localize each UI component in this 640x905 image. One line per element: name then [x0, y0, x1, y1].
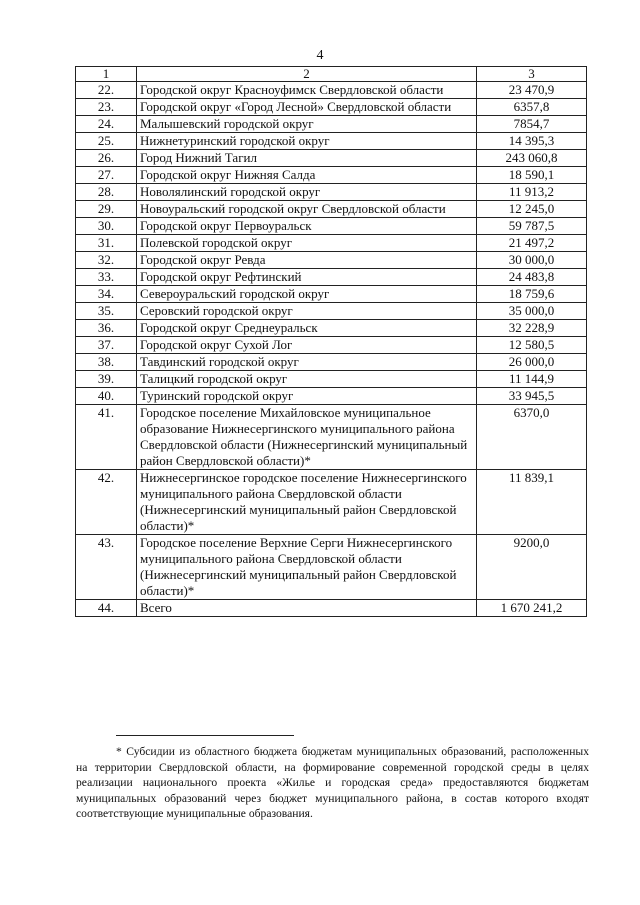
table-row — [76, 354, 587, 371]
row-number: 37. — [76, 337, 137, 354]
row-value: 6357,8 — [477, 99, 587, 116]
header-cell-name: 2 — [137, 67, 477, 82]
row-name: Всего — [137, 600, 477, 617]
table-row — [76, 116, 587, 133]
row-value: 14 395,3 — [477, 133, 587, 150]
row-name: Городское поселение Верхние Серги Нижнесергинского муниципального района Свердловской области (Нижнесергинский муниципальный район Свердловской области)* — [137, 535, 477, 600]
table-row — [76, 235, 587, 252]
row-name: Полевской городской округ — [137, 235, 477, 252]
row-name: Туринский городской округ — [137, 388, 477, 405]
table-row — [76, 535, 587, 600]
header-cell-value: 3 — [477, 67, 587, 82]
row-number: 28. — [76, 184, 137, 201]
row-number: 35. — [76, 303, 137, 320]
row-value: 7854,7 — [477, 116, 587, 133]
row-name: Новолялинский городской округ — [137, 184, 477, 201]
row-value: 1 670 241,2 — [477, 600, 587, 617]
row-value: 30 000,0 — [477, 252, 587, 269]
footnote-divider — [116, 735, 294, 736]
table-row — [76, 337, 587, 354]
row-name: Тавдинский городской округ — [137, 354, 477, 371]
row-name: Городской округ Ревда — [137, 252, 477, 269]
table-row — [76, 167, 587, 184]
row-number: 23. — [76, 99, 137, 116]
table-row — [76, 252, 587, 269]
table-row — [76, 388, 587, 405]
row-number: 34. — [76, 286, 137, 303]
row-name: Североуральский городской округ — [137, 286, 477, 303]
row-name: Городской округ Среднеуральск — [137, 320, 477, 337]
row-number: 41. — [76, 405, 137, 470]
row-value: 33 945,5 — [477, 388, 587, 405]
table-row — [76, 286, 587, 303]
row-number: 43. — [76, 535, 137, 600]
table-header-row — [76, 67, 587, 82]
row-number: 44. — [76, 600, 137, 617]
row-number: 24. — [76, 116, 137, 133]
table-row — [76, 269, 587, 286]
table-row — [76, 600, 587, 617]
table-row — [76, 470, 587, 535]
row-value: 18 590,1 — [477, 167, 587, 184]
table-row — [76, 99, 587, 116]
row-number: 42. — [76, 470, 137, 535]
row-name: Городской округ Нижняя Салда — [137, 167, 477, 184]
row-value: 9200,0 — [477, 535, 587, 600]
table-row — [76, 82, 587, 99]
table-row — [76, 320, 587, 337]
row-name: Городской округ Рефтинский — [137, 269, 477, 286]
row-value: 12 245,0 — [477, 201, 587, 218]
row-number: 32. — [76, 252, 137, 269]
row-number: 36. — [76, 320, 137, 337]
table-row — [76, 184, 587, 201]
subsidy-table — [75, 66, 587, 617]
row-name: Нижнесергинское городское поселение Нижнесергинского муниципального района Свердловской области (Нижнесергинский муниципальный район Свердловской области)* — [137, 470, 477, 535]
row-number: 26. — [76, 150, 137, 167]
row-number: 33. — [76, 269, 137, 286]
row-name: Нижнетуринский городской округ — [137, 133, 477, 150]
row-name: Новоуральский городской округ Свердловской области — [137, 201, 477, 218]
row-value: 11 839,1 — [477, 470, 587, 535]
row-name: Город Нижний Тагил — [137, 150, 477, 167]
row-value: 21 497,2 — [477, 235, 587, 252]
row-value: 59 787,5 — [477, 218, 587, 235]
row-name: Городской округ «Город Лесной» Свердловской области — [137, 99, 477, 116]
row-name: Городской округ Первоуральск — [137, 218, 477, 235]
page-number: 4 — [316, 48, 324, 63]
row-name: Серовский городской округ — [137, 303, 477, 320]
footnote: * Субсидии из областного бюджета бюджетам муниципальных образований, расположенных на территории Свердловской области, на формирование современной городской среды в целях реализации национального проекта «Жилье и городская среда» предоставляются бюджетам муниципальных образований через бюджет муниципального района, в состав которого входят соответствующие муниципальные образования. — [76, 745, 589, 820]
row-name: Городское поселение Михайловское муниципальное образование Нижнесергинского муниципального района Свердловской области (Нижнесергинский муниципальный район Свердловской области)* — [137, 405, 477, 470]
table-row — [76, 405, 587, 470]
table-row — [76, 218, 587, 235]
row-number: 30. — [76, 218, 137, 235]
row-value: 23 470,9 — [477, 82, 587, 99]
row-value: 24 483,8 — [477, 269, 587, 286]
row-number: 38. — [76, 354, 137, 371]
row-number: 31. — [76, 235, 137, 252]
header-cell-number: 1 — [76, 67, 137, 82]
row-name: Малышевский городской округ — [137, 116, 477, 133]
table-row — [76, 201, 587, 218]
row-number: 40. — [76, 388, 137, 405]
row-value: 12 580,5 — [477, 337, 587, 354]
row-value: 243 060,8 — [477, 150, 587, 167]
table-row — [76, 150, 587, 167]
row-value: 11 144,9 — [477, 371, 587, 388]
row-value: 11 913,2 — [477, 184, 587, 201]
row-value: 18 759,6 — [477, 286, 587, 303]
row-value: 6370,0 — [477, 405, 587, 470]
table-row — [76, 371, 587, 388]
row-value: 32 228,9 — [477, 320, 587, 337]
row-name: Талицкий городской округ — [137, 371, 477, 388]
row-number: 39. — [76, 371, 137, 388]
row-number: 29. — [76, 201, 137, 218]
row-number: 22. — [76, 82, 137, 99]
row-name: Городской округ Сухой Лог — [137, 337, 477, 354]
row-number: 27. — [76, 167, 137, 184]
row-value: 26 000,0 — [477, 354, 587, 371]
row-value: 35 000,0 — [477, 303, 587, 320]
row-name: Городской округ Красноуфимск Свердловской области — [137, 82, 477, 99]
row-number: 25. — [76, 133, 137, 150]
table-row — [76, 133, 587, 150]
table-row — [76, 303, 587, 320]
